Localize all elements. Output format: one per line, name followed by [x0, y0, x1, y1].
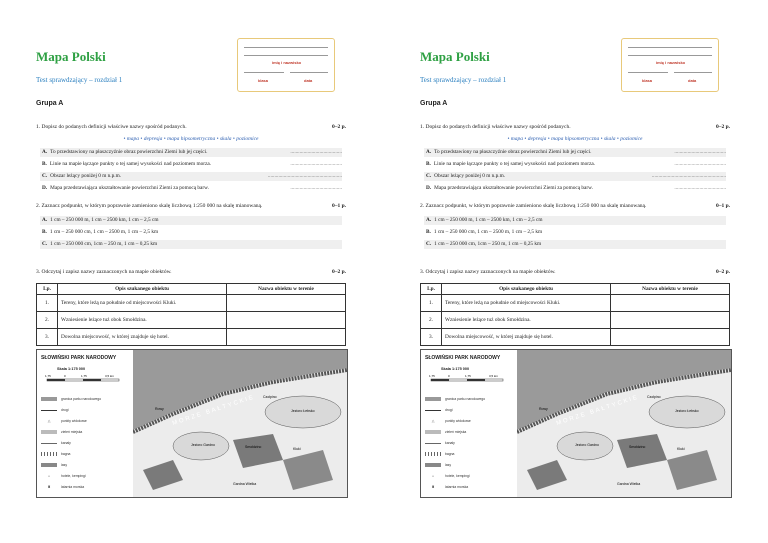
option-b: B. Linie na mapie łączące punkty o tej samej wysokości nad poziomem morza. .......................................	[426, 161, 726, 167]
svg-text:Smołdzino: Smołdzino	[629, 445, 646, 449]
class-caption: klasa	[642, 78, 653, 83]
blank-line[interactable]	[244, 55, 328, 56]
svg-text:Gardna Wielka: Gardna Wielka	[617, 482, 641, 486]
page-subtitle: Test sprawdzający – rozdział 1	[36, 76, 123, 84]
svg-text:Gardna Wielka: Gardna Wielka	[233, 482, 257, 486]
svg-text:Kluki: Kluki	[293, 447, 301, 451]
table-row: 1. Tereny, które leżą na południe od miejscowości Kluki.	[37, 295, 346, 312]
date-line[interactable]	[674, 72, 712, 73]
legend-item: granica parku narodowego	[41, 397, 101, 401]
map-title: SŁOWIŃSKI PARK NARODOWY	[41, 355, 117, 361]
option-a: A. To przedstawiony na płaszczyźnie obraz powierzchni Ziemi lub jej części. .......................................	[426, 149, 726, 155]
map-drawing	[517, 350, 731, 497]
date-caption: data	[304, 78, 313, 83]
svg-text:Smołdzino: Smołdzino	[245, 445, 262, 449]
page-title: Mapa Polski	[36, 49, 106, 64]
legend-item: drogi	[41, 408, 69, 412]
answer-blank[interactable]: .......................................	[674, 185, 726, 191]
question-1	[420, 124, 730, 130]
option-c[interactable]: C. 1 cm – 250 000 cm, 1cm – 250 m, 1 cm – 0,25 km	[40, 240, 342, 249]
option-a[interactable]: A. 1 cm – 250 000 m, 1 cm – 2500 km, 1 cm – 2,5 cm	[424, 216, 726, 225]
objects-table	[420, 283, 730, 346]
question-text: 3. Odczytaj i zapisz nazwy zaznaczonych na mapie obiektów.	[36, 269, 172, 275]
col-header: Opis szukanego obiektu	[58, 284, 227, 295]
col-header: Opis szukanego obiektu	[442, 284, 611, 295]
legend-item: zieleń miejska	[41, 430, 82, 434]
option-b[interactable]: B. 1 cm – 250 000 cm, 1 cm – 2500 m, 1 cm – 2,5 km	[426, 229, 543, 235]
svg-text:Rowy: Rowy	[539, 407, 548, 411]
scale-bar	[429, 373, 509, 385]
option-d: D. Mapa przedstawiająca ukształtowanie powierzchni Ziemi za pomocą barw. .......................................	[426, 185, 726, 191]
question-2	[36, 203, 346, 209]
page-title: Mapa Polski	[420, 49, 490, 64]
svg-text:Rowy: Rowy	[155, 407, 164, 411]
table-row: 1. Tereny, które leżą na południe od miejscowości Kluki.	[421, 295, 730, 312]
map-drawing	[133, 350, 347, 497]
svg-text:1,75: 1,75	[81, 374, 87, 378]
map-title: SŁOWIŃSKI PARK NARODOWY	[425, 355, 501, 361]
option-b[interactable]: B. 1 cm – 250 000 cm, 1 cm – 2500 m, 1 cm – 2,5 km	[42, 229, 159, 235]
question-points: 0–2 p.	[331, 124, 346, 130]
question-points: 0–1 p.	[331, 203, 346, 209]
class-line[interactable]	[244, 72, 284, 73]
svg-text:1,75: 1,75	[465, 374, 471, 378]
answer-blank[interactable]: ........................................................	[267, 173, 342, 179]
answer-blank[interactable]: .......................................	[674, 161, 726, 167]
col-header: Nazwa obiektu w terenie	[611, 284, 730, 295]
legend-item: △ punkty widokowe	[431, 419, 471, 424]
question-points: 0–2 p.	[715, 269, 730, 275]
svg-text:MORZE BAŁTYCKIE: MORZE BAŁTYCKIE	[171, 394, 256, 427]
legend-item: drogi	[425, 408, 453, 412]
date-caption: data	[688, 78, 697, 83]
col-header: Lp.	[37, 284, 58, 295]
question-1	[36, 124, 346, 130]
legend-item: granica parku narodowego	[425, 397, 485, 401]
blank-line[interactable]	[244, 47, 328, 48]
legend-item: ⌂ hotele, kempingi	[431, 474, 470, 479]
question-points: 0–1 p.	[715, 203, 730, 209]
question-points: 0–2 p.	[715, 124, 730, 130]
option-a[interactable]: A. 1 cm – 250 000 m, 1 cm – 2500 km, 1 cm – 2,5 cm	[40, 216, 342, 225]
answer-cell[interactable]	[611, 312, 730, 329]
legend-item: kanały	[41, 441, 71, 445]
table-row: 3. Dowolna miejscowość, w której znajduje się hotel.	[37, 329, 346, 346]
question-3	[36, 269, 346, 275]
answer-cell[interactable]	[227, 329, 346, 346]
svg-text:Czołpino: Czołpino	[263, 395, 277, 399]
answer-cell[interactable]	[611, 329, 730, 346]
legend-item: lasy	[425, 463, 451, 467]
legend-item: kanały	[425, 441, 455, 445]
answer-blank[interactable]: .......................................	[290, 161, 342, 167]
group-label: Grupa A	[420, 100, 448, 107]
question-text: 2. Zaznacz podpunkt, w którym poprawnie zamieniono skalę liczbową 1:250 000 na skalę mianowaną.	[36, 203, 263, 209]
option-a: A. To przedstawiony na płaszczyźnie obraz powierzchni Ziemi lub jej części. .......................................	[42, 149, 342, 155]
student-info-box	[621, 38, 719, 92]
worksheet-page-2	[384, 0, 768, 543]
answer-blank[interactable]: .......................................	[290, 185, 342, 191]
answer-blank[interactable]: ........................................................	[651, 173, 726, 179]
table-row: 2. Wzniesienie leżące tuż obok Smołdzina.	[37, 312, 346, 329]
svg-text:Jezioro Łebsko: Jezioro Łebsko	[675, 409, 699, 413]
option-c: C. Obszar leżący poniżej 0 m n.p.m. ........................................................	[42, 173, 342, 179]
map-legend	[37, 350, 133, 497]
svg-text:Czołpino: Czołpino	[647, 395, 661, 399]
class-line[interactable]	[628, 72, 668, 73]
word-bank: • mapa • depresja • mapa hipsometryczna • skala • poziomice	[507, 136, 643, 142]
word-bank: • mapa • depresja • mapa hipsometryczna • skala • poziomice	[123, 136, 259, 142]
question-points: 0–2 p.	[331, 269, 346, 275]
svg-text:3,5 km: 3,5 km	[105, 374, 115, 378]
map-legend	[421, 350, 517, 497]
svg-text:0: 0	[64, 374, 66, 378]
question-text: 2. Zaznacz podpunkt, w którym poprawnie zamieniono skalę liczbową 1:250 000 na skalę mianowaną.	[420, 203, 647, 209]
svg-text:0: 0	[448, 374, 450, 378]
legend-item: ♜ latarnia morska	[431, 485, 469, 490]
option-c[interactable]: C. 1 cm – 250 000 cm, 1cm – 250 m, 1 cm – 0,25 km	[424, 240, 726, 249]
answer-cell[interactable]	[227, 295, 346, 312]
svg-text:1,75: 1,75	[429, 374, 435, 378]
scale-bar	[45, 373, 125, 385]
legend-item: lasy	[41, 463, 67, 467]
svg-text:Jezioro Gardno: Jezioro Gardno	[575, 443, 599, 447]
answer-blank[interactable]: .......................................	[674, 149, 726, 155]
map-scale: Skala 1:175 000	[441, 367, 470, 371]
legend-item: △ punkty widokowe	[47, 419, 87, 424]
col-header: Lp.	[421, 284, 442, 295]
svg-text:1,75: 1,75	[45, 374, 51, 378]
class-caption: klasa	[258, 78, 269, 83]
park-map	[420, 349, 732, 498]
col-header: Nazwa obiektu w terenie	[227, 284, 346, 295]
map-scale: Skala 1:175 000	[57, 367, 86, 371]
objects-table	[36, 283, 346, 346]
group-label: Grupa A	[36, 100, 64, 107]
question-text: 3. Odczytaj i zapisz nazwy zaznaczonych na mapie obiektów.	[420, 269, 556, 275]
answer-blank[interactable]: .......................................	[290, 149, 342, 155]
svg-text:MORZE BAŁTYCKIE: MORZE BAŁTYCKIE	[555, 394, 640, 427]
legend-item: ♜ latarnia morska	[47, 485, 85, 490]
table-row: 2. Wzniesienie leżące tuż obok Smołdzina.	[421, 312, 730, 329]
question-text: 1. Dopisz do podanych definicji właściwe nazwy spośród podanych.	[36, 124, 187, 130]
svg-text:3,5 km: 3,5 km	[489, 374, 499, 378]
park-map	[36, 349, 348, 498]
question-3	[420, 269, 730, 275]
svg-text:Jezioro Gardno: Jezioro Gardno	[191, 443, 215, 447]
option-c: C. Obszar leżący poniżej 0 m n.p.m. ........................................................	[426, 173, 726, 179]
legend-item: bagna	[41, 452, 70, 456]
legend-item: bagna	[425, 452, 454, 456]
svg-text:Jezioro Łebsko: Jezioro Łebsko	[291, 409, 315, 413]
table-row: 3. Dowolna miejscowość, w której znajduje się hotel.	[421, 329, 730, 346]
blank-line[interactable]	[628, 55, 712, 56]
student-info-box	[237, 38, 335, 92]
legend-item: ⌂ hotele, kempingi	[47, 474, 86, 479]
name-caption: imię i nazwisko	[272, 60, 302, 65]
option-b: B. Linie na mapie łączące punkty o tej samej wysokości nad poziomem morza. .......................................	[42, 161, 342, 167]
name-caption: imię i nazwisko	[656, 60, 686, 65]
option-d: D. Mapa przedstawiająca ukształtowanie powierzchni Ziemi za pomocą barw. .......................................	[42, 185, 342, 191]
question-text: 1. Dopisz do podanych definicji właściwe nazwy spośród podanych.	[420, 124, 571, 130]
answer-cell[interactable]	[611, 295, 730, 312]
svg-text:Kluki: Kluki	[677, 447, 685, 451]
page-subtitle: Test sprawdzający – rozdział 1	[420, 76, 507, 84]
blank-line[interactable]	[628, 47, 712, 48]
answer-cell[interactable]	[227, 312, 346, 329]
question-2	[420, 203, 730, 209]
legend-item: zieleń miejska	[425, 430, 466, 434]
date-line[interactable]	[290, 72, 328, 73]
